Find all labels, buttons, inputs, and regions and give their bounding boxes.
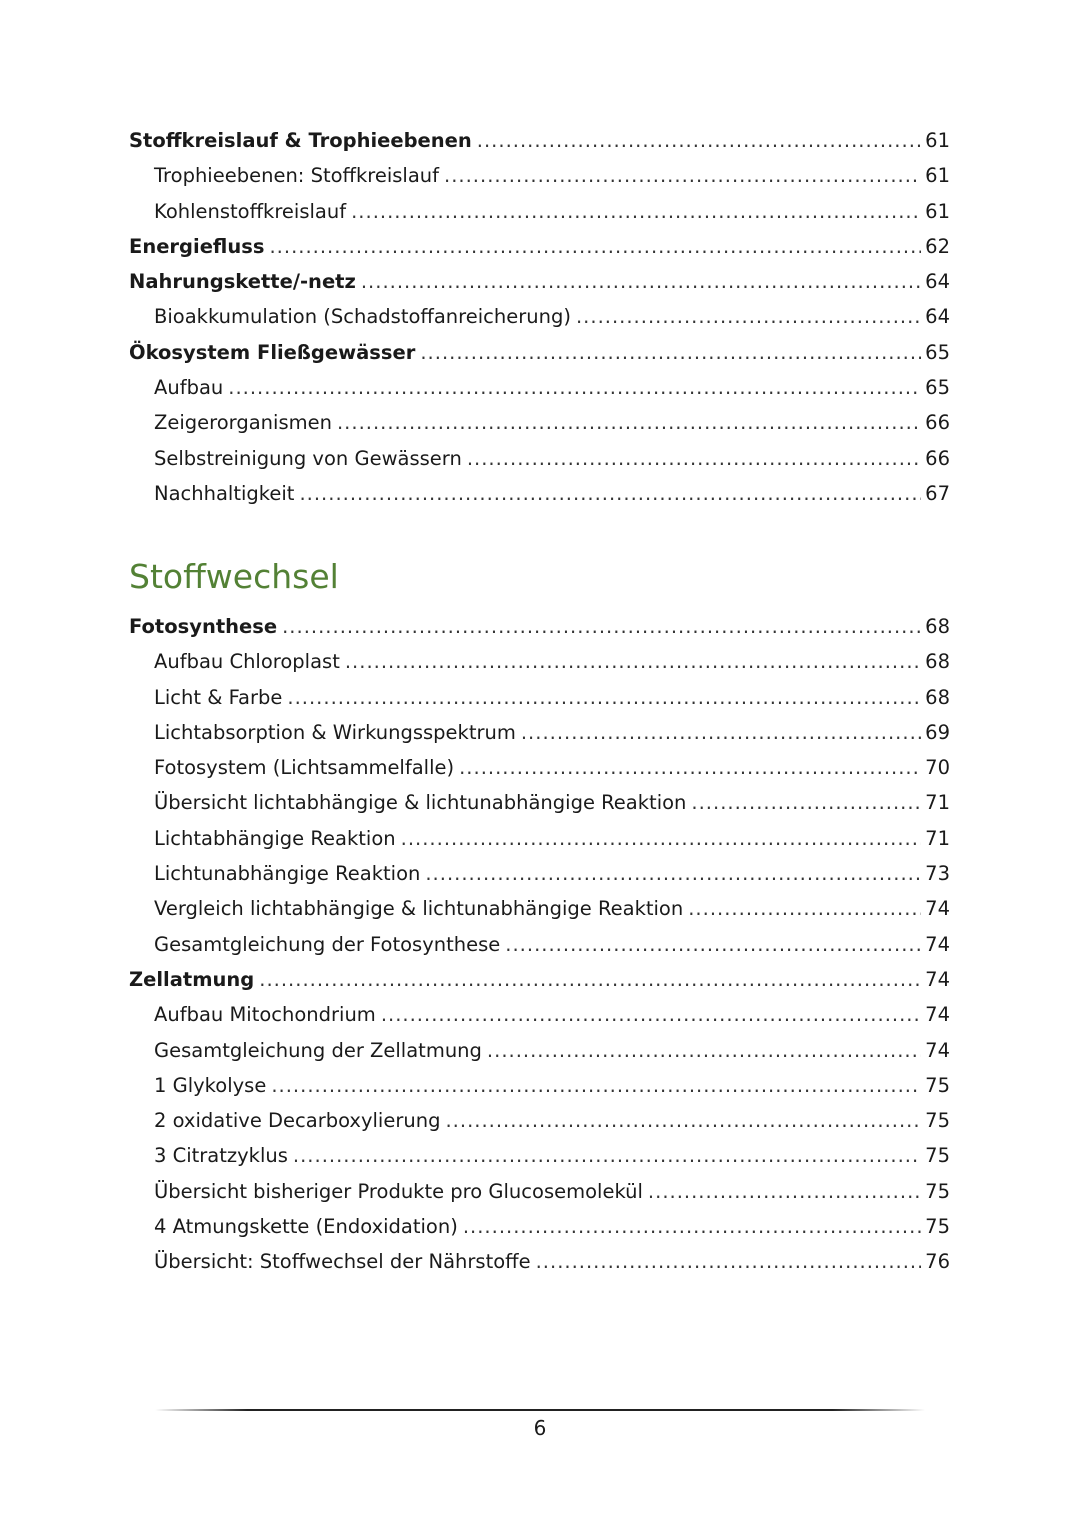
toc-entry-title: Selbstreinigung von Gewässern (154, 446, 462, 470)
toc-dot-leader (381, 997, 921, 1032)
toc-entry[interactable] (129, 1244, 950, 1279)
toc-entry-title: Lichtunabhängige Reaktion (154, 862, 421, 886)
toc-entry-title: Aufbau (154, 376, 224, 400)
toc-dot-leader (361, 264, 921, 299)
toc-dot-leader (425, 856, 921, 891)
toc-entry-page: 61 (925, 129, 950, 152)
toc-entry-page: 74 (925, 1003, 950, 1027)
toc-entry-page: 65 (925, 376, 950, 400)
toc-entry[interactable] (129, 680, 950, 715)
toc-entry-title: Nahrungskette/-netz (129, 270, 356, 294)
toc-entry-page: 66 (925, 446, 950, 470)
toc-entry-title: Bioakkumulation (Schadstoffanreicherung) (154, 305, 571, 329)
toc-entry-page: 69 (925, 720, 950, 744)
toc-entry[interactable] (129, 821, 950, 856)
toc-entry-page: 74 (925, 932, 950, 956)
page-number: 6 (533, 1416, 547, 1440)
toc-dot-leader (648, 1174, 921, 1209)
toc-dot-leader (445, 1103, 921, 1138)
toc-entry[interactable] (129, 264, 950, 299)
toc-entry-title: Trophieebenen: Stoffkreislauf (154, 164, 440, 188)
toc-entry[interactable] (129, 609, 950, 644)
toc-dot-leader (299, 476, 921, 511)
toc-entry[interactable] (129, 1033, 950, 1068)
toc-entry-title: Energiefluss (129, 234, 265, 258)
toc-entry[interactable] (129, 1174, 950, 1209)
toc-entry-title: Gesamtgleichung der Fotosynthese (154, 932, 501, 956)
toc-entry-title: Zeigerorganismen (154, 411, 332, 435)
toc-entry-page: 68 (925, 685, 950, 709)
toc-entry[interactable] (129, 229, 950, 264)
toc-entry[interactable] (129, 891, 950, 926)
toc-entry-title: 3 Citratzyklus (154, 1144, 288, 1168)
toc-entry-page: 68 (925, 650, 950, 674)
toc-dot-leader (293, 1138, 921, 1173)
toc-entry[interactable] (129, 335, 950, 370)
toc-entry[interactable] (129, 123, 950, 158)
toc-entry-page: 61 (925, 199, 950, 223)
toc-entry-title: Nachhaltigkeit (154, 481, 295, 505)
toc-dot-leader (351, 194, 921, 229)
toc-entry[interactable] (129, 927, 950, 962)
toc-entry-page: 71 (925, 826, 950, 850)
toc-entry[interactable] (129, 1209, 950, 1244)
toc-dot-leader (271, 1068, 921, 1103)
toc-dot-leader (287, 680, 921, 715)
toc-entry-title: Stoffkreislauf & Trophieebenen (129, 129, 472, 152)
toc-entry[interactable] (129, 856, 950, 891)
toc-entry[interactable] (129, 405, 950, 440)
toc-dot-leader (691, 785, 921, 820)
toc-entry-title: Lichtabhängige Reaktion (154, 826, 396, 850)
toc-entry-page: 67 (925, 481, 950, 505)
toc-dot-leader (337, 405, 921, 440)
toc-entry-page: 68 (925, 615, 950, 638)
toc-entry-page: 75 (925, 1073, 950, 1097)
toc-dot-leader (401, 821, 922, 856)
toc-entry-title: Zellatmung (129, 967, 255, 991)
toc-entry-page: 75 (925, 1144, 950, 1168)
toc-entry[interactable] (129, 715, 950, 750)
toc-entry-title: 4 Atmungskette (Endoxidation) (154, 1215, 458, 1239)
toc-entry-title: Fotosynthese (129, 615, 278, 638)
toc-dot-leader (467, 441, 921, 476)
toc-entry-title: 1 Glykolyse (154, 1073, 267, 1097)
toc-entry-page: 74 (925, 1038, 950, 1062)
footer-divider (155, 1409, 925, 1411)
toc-entry-page: 64 (925, 305, 950, 329)
toc-dot-leader (269, 229, 921, 264)
toc-dot-leader (420, 335, 921, 370)
toc-dot-leader (505, 927, 921, 962)
toc-entry[interactable] (129, 997, 950, 1032)
toc-dot-leader (282, 609, 921, 644)
toc-entry[interactable] (129, 476, 950, 511)
toc-dot-leader (444, 158, 921, 193)
toc-list-stoffwechsel (129, 609, 950, 1280)
toc-entry[interactable] (129, 750, 950, 785)
toc-entry-page: 71 (925, 791, 950, 815)
toc-entry-page: 70 (925, 756, 950, 780)
toc-entry-page: 66 (925, 411, 950, 435)
toc-dot-leader (576, 299, 921, 334)
toc-entry[interactable] (129, 1103, 950, 1138)
toc-entry-title: Kohlenstoffkreislauf (154, 199, 347, 223)
toc-entry-title: Übersicht lichtabhängige & lichtunabhängige Reaktion (154, 791, 687, 815)
toc-entry[interactable] (129, 158, 950, 193)
toc-dot-leader (477, 123, 921, 158)
toc-entry-page: 74 (925, 897, 950, 921)
toc-entry[interactable] (129, 370, 950, 405)
toc-entry[interactable] (129, 441, 950, 476)
toc-dot-leader (259, 962, 921, 997)
toc-entry-title: Ökosystem Fließgewässer (129, 340, 416, 364)
section-heading-stoffwechsel: Stoffwechsel (129, 557, 339, 596)
toc-entry-page: 75 (925, 1179, 950, 1203)
toc-entry[interactable] (129, 1068, 950, 1103)
toc-entry-title: Vergleich lichtabhängige & lichtunabhängige Reaktion (154, 897, 684, 921)
toc-entry-page: 62 (925, 234, 950, 258)
toc-dot-leader (228, 370, 921, 405)
toc-dot-leader (487, 1033, 921, 1068)
toc-entry[interactable] (129, 962, 950, 997)
toc-entry-page: 65 (925, 340, 950, 364)
toc-dot-leader (521, 715, 921, 750)
toc-entry-title: Übersicht: Stoffwechsel der Nährstoffe (154, 1250, 531, 1274)
toc-entry[interactable] (129, 194, 950, 229)
toc-entry[interactable] (129, 644, 950, 679)
toc-dot-leader (463, 1209, 921, 1244)
toc-entry-page: 61 (925, 164, 950, 188)
toc-entry-page: 74 (925, 967, 950, 991)
toc-dot-leader (459, 750, 921, 785)
toc-entry[interactable] (129, 1138, 950, 1173)
toc-entry-title: 2 oxidative Decarboxylierung (154, 1109, 441, 1133)
toc-list-ecology (129, 123, 950, 511)
toc-entry[interactable] (129, 299, 950, 334)
toc-entry-page: 73 (925, 862, 950, 886)
toc-entry-title: Fotosystem (Lichtsammelfalle) (154, 756, 455, 780)
toc-entry-page: 76 (925, 1250, 950, 1274)
toc-entry-title: Licht & Farbe (154, 685, 283, 709)
toc-dot-leader (536, 1244, 922, 1279)
toc-entry-page: 75 (925, 1109, 950, 1133)
toc-entry-page: 75 (925, 1215, 950, 1239)
toc-entry-title: Gesamtgleichung der Zellatmung (154, 1038, 482, 1062)
toc-entry-title: Aufbau Mitochondrium (154, 1003, 376, 1027)
toc-entry-title: Übersicht bisheriger Produkte pro Glucosemolekül (154, 1179, 643, 1203)
toc-entry-title: Lichtabsorption & Wirkungsspektrum (154, 720, 516, 744)
toc-entry-title: Aufbau Chloroplast (154, 650, 340, 674)
toc-dot-leader (345, 644, 921, 679)
toc-dot-leader (688, 891, 921, 926)
toc-entry[interactable] (129, 785, 950, 820)
toc-entry-page: 64 (925, 270, 950, 294)
